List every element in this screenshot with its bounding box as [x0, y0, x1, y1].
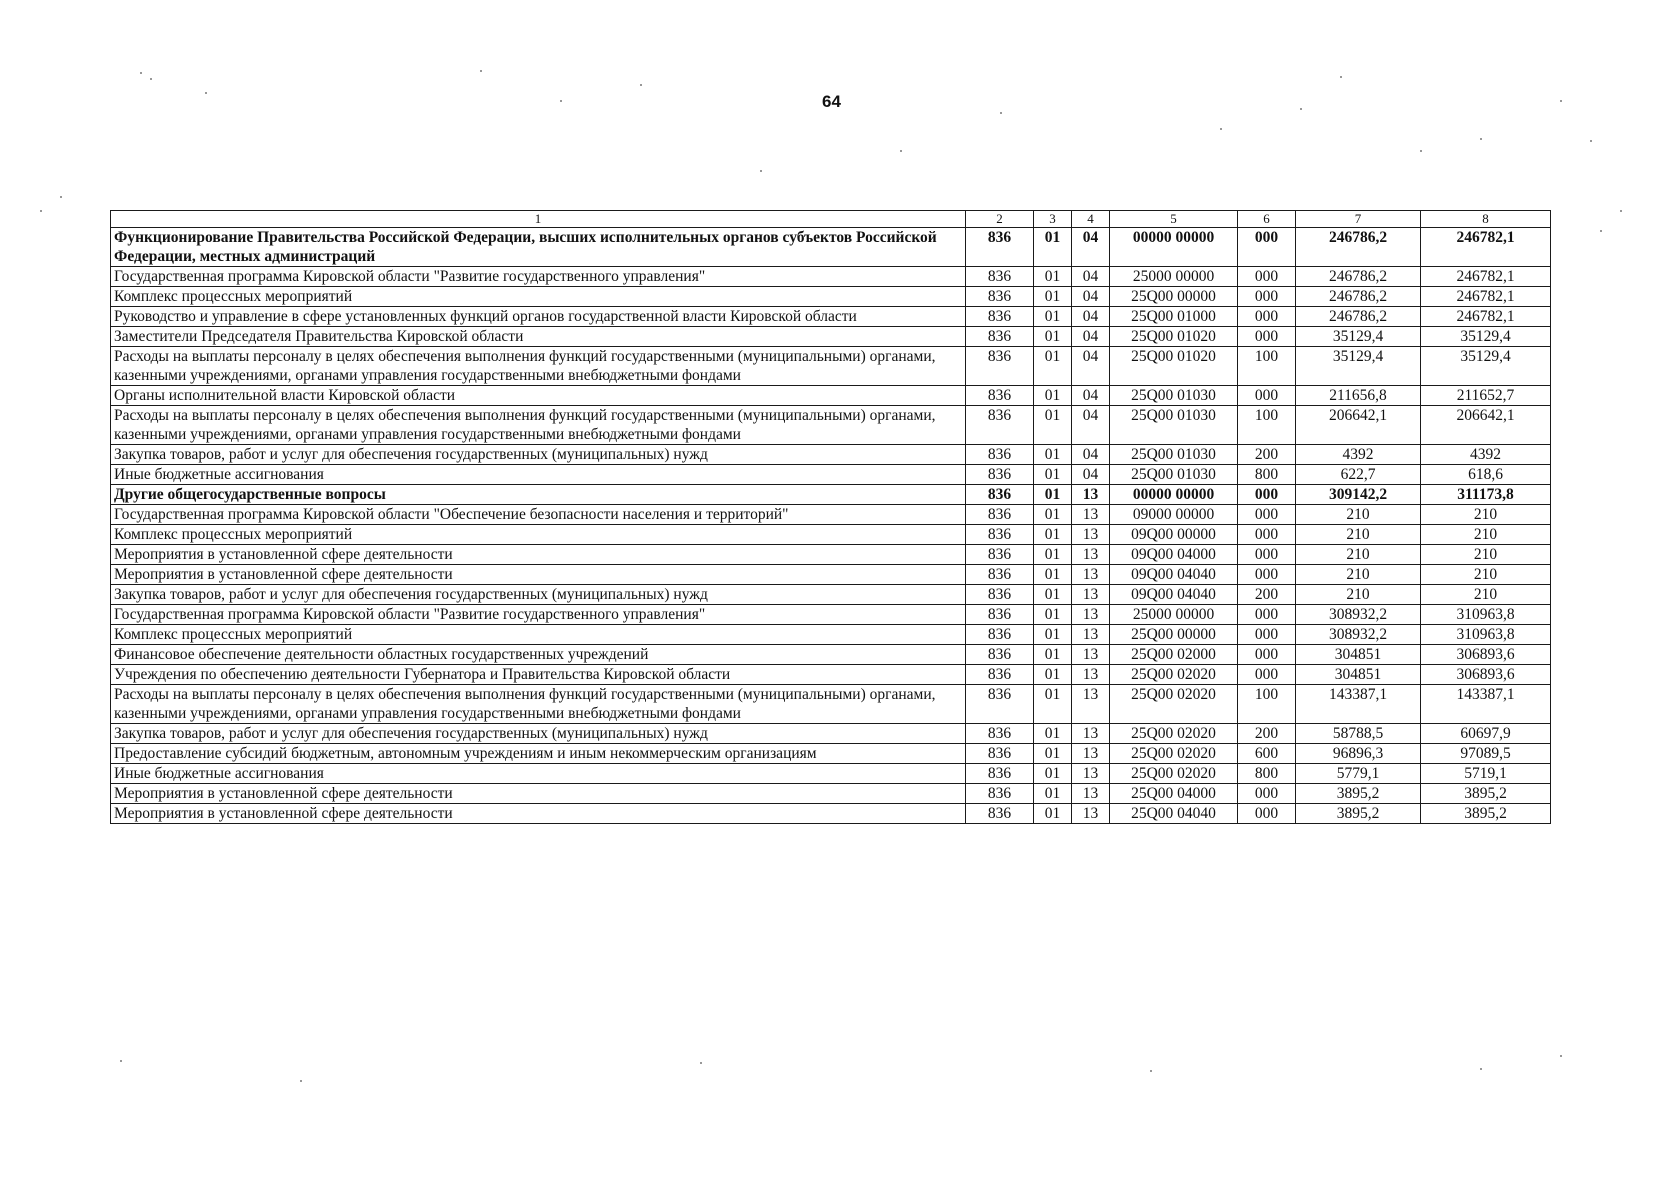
gr-code-cell: 836	[966, 465, 1034, 485]
expense-type-cell: 000	[1238, 525, 1296, 545]
expense-type-cell: 000	[1238, 804, 1296, 824]
header-col-3: 3	[1034, 211, 1072, 228]
amount-col8-cell: 310963,8	[1421, 625, 1551, 645]
target-article-cell: 09Q00 04040	[1110, 565, 1238, 585]
scan-speck	[640, 84, 642, 86]
table-row	[111, 764, 1551, 784]
budget-table	[110, 210, 1551, 824]
amount-col7-cell: 246786,2	[1296, 228, 1421, 267]
expense-type-cell: 000	[1238, 267, 1296, 287]
gr-code-cell: 836	[966, 804, 1034, 824]
section-cell: 01	[1034, 585, 1072, 605]
row-name-cell: Иные бюджетные ассигнования	[111, 465, 966, 485]
subsection-cell: 04	[1072, 406, 1110, 445]
expense-type-cell: 000	[1238, 565, 1296, 585]
amount-col7-cell: 5779,1	[1296, 764, 1421, 784]
amount-col8-cell: 210	[1421, 565, 1551, 585]
scan-speck	[40, 210, 42, 212]
amount-col8-cell: 618,6	[1421, 465, 1551, 485]
row-name-cell: Закупка товаров, работ и услуг для обеспечения государственных (муниципальных) нужд	[111, 585, 966, 605]
expense-type-cell: 000	[1238, 605, 1296, 625]
section-cell: 01	[1034, 784, 1072, 804]
target-article-cell: 25Q00 01030	[1110, 445, 1238, 465]
amount-col7-cell: 622,7	[1296, 465, 1421, 485]
table-row	[111, 724, 1551, 744]
amount-col8-cell: 246782,1	[1421, 307, 1551, 327]
scan-speck	[1480, 1068, 1482, 1070]
table-row	[111, 228, 1551, 267]
row-name-cell: Учреждения по обеспечению деятельности Губернатора и Правительства Кировской области	[111, 665, 966, 685]
target-article-cell: 09Q00 04000	[1110, 545, 1238, 565]
table-row	[111, 485, 1551, 505]
row-name-cell: Закупка товаров, работ и услуг для обеспечения государственных (муниципальных) нужд	[111, 724, 966, 744]
page-number: 64	[822, 92, 841, 111]
amount-col7-cell: 210	[1296, 585, 1421, 605]
target-article-cell: 25Q00 01000	[1110, 307, 1238, 327]
scan-speck	[1600, 230, 1602, 232]
gr-code-cell: 836	[966, 485, 1034, 505]
table-header-row	[111, 211, 1551, 228]
gr-code-cell: 836	[966, 307, 1034, 327]
expense-type-cell: 000	[1238, 287, 1296, 307]
subsection-cell: 13	[1072, 525, 1110, 545]
amount-col8-cell: 5719,1	[1421, 764, 1551, 784]
scan-speck	[300, 1080, 302, 1082]
subsection-cell: 13	[1072, 784, 1110, 804]
subsection-cell: 13	[1072, 645, 1110, 665]
amount-col8-cell: 4392	[1421, 445, 1551, 465]
section-cell: 01	[1034, 545, 1072, 565]
amount-col7-cell: 246786,2	[1296, 287, 1421, 307]
expense-type-cell: 200	[1238, 585, 1296, 605]
amount-col7-cell: 246786,2	[1296, 267, 1421, 287]
scan-speck	[120, 1060, 122, 1062]
gr-code-cell: 836	[966, 228, 1034, 267]
target-article-cell: 09000 00000	[1110, 505, 1238, 525]
section-cell: 01	[1034, 525, 1072, 545]
section-cell: 01	[1034, 327, 1072, 347]
scan-speck	[560, 100, 562, 102]
row-name-cell: Заместители Председателя Правительства Кировской области	[111, 327, 966, 347]
gr-code-cell: 836	[966, 525, 1034, 545]
expense-type-cell: 100	[1238, 347, 1296, 386]
amount-col7-cell: 211656,8	[1296, 386, 1421, 406]
expense-type-cell: 000	[1238, 505, 1296, 525]
scan-speck	[1590, 140, 1592, 142]
gr-code-cell: 836	[966, 406, 1034, 445]
section-cell: 01	[1034, 665, 1072, 685]
header-col-4: 4	[1072, 211, 1110, 228]
scan-speck	[1300, 108, 1302, 110]
expense-type-cell: 000	[1238, 625, 1296, 645]
amount-col7-cell: 4392	[1296, 445, 1421, 465]
amount-col8-cell: 3895,2	[1421, 784, 1551, 804]
gr-code-cell: 836	[966, 784, 1034, 804]
table-row	[111, 525, 1551, 545]
target-article-cell: 25Q00 01030	[1110, 406, 1238, 445]
target-article-cell: 25Q00 00000	[1110, 625, 1238, 645]
table-row	[111, 445, 1551, 465]
scan-speck	[1150, 1070, 1152, 1072]
target-article-cell: 25Q00 01030	[1110, 465, 1238, 485]
amount-col7-cell: 308932,2	[1296, 625, 1421, 645]
amount-col8-cell: 210	[1421, 505, 1551, 525]
expense-type-cell: 100	[1238, 685, 1296, 724]
header-col-8: 8	[1421, 211, 1551, 228]
scan-speck	[1560, 100, 1562, 102]
amount-col8-cell: 310963,8	[1421, 605, 1551, 625]
table-row	[111, 645, 1551, 665]
table-row	[111, 465, 1551, 485]
expense-type-cell: 000	[1238, 545, 1296, 565]
subsection-cell: 13	[1072, 804, 1110, 824]
row-name-cell: Комплекс процессных мероприятий	[111, 525, 966, 545]
subsection-cell: 13	[1072, 665, 1110, 685]
target-article-cell: 25Q00 04040	[1110, 804, 1238, 824]
section-cell: 01	[1034, 267, 1072, 287]
expense-type-cell: 000	[1238, 665, 1296, 685]
table-row	[111, 665, 1551, 685]
amount-col8-cell: 246782,1	[1421, 228, 1551, 267]
amount-col7-cell: 143387,1	[1296, 685, 1421, 724]
table-row	[111, 605, 1551, 625]
table-row	[111, 287, 1551, 307]
amount-col7-cell: 58788,5	[1296, 724, 1421, 744]
table-row	[111, 386, 1551, 406]
amount-col8-cell: 210	[1421, 545, 1551, 565]
table-row	[111, 565, 1551, 585]
amount-col8-cell: 35129,4	[1421, 347, 1551, 386]
amount-col7-cell: 304851	[1296, 665, 1421, 685]
section-cell: 01	[1034, 605, 1072, 625]
gr-code-cell: 836	[966, 327, 1034, 347]
target-article-cell: 25Q00 01020	[1110, 327, 1238, 347]
subsection-cell: 13	[1072, 764, 1110, 784]
gr-code-cell: 836	[966, 724, 1034, 744]
section-cell: 01	[1034, 685, 1072, 724]
amount-col7-cell: 309142,2	[1296, 485, 1421, 505]
table-row	[111, 267, 1551, 287]
row-name-cell: Закупка товаров, работ и услуг для обеспечения государственных (муниципальных) нужд	[111, 445, 966, 465]
expense-type-cell: 200	[1238, 445, 1296, 465]
amount-col8-cell: 206642,1	[1421, 406, 1551, 445]
scan-speck	[900, 150, 902, 152]
subsection-cell: 04	[1072, 386, 1110, 406]
row-name-cell: Мероприятия в установленной сфере деятельности	[111, 784, 966, 804]
target-article-cell: 00000 00000	[1110, 228, 1238, 267]
gr-code-cell: 836	[966, 545, 1034, 565]
subsection-cell: 13	[1072, 685, 1110, 724]
table-body	[111, 228, 1551, 824]
target-article-cell: 25Q00 02000	[1110, 645, 1238, 665]
subsection-cell: 13	[1072, 625, 1110, 645]
subsection-cell: 04	[1072, 267, 1110, 287]
target-article-cell: 25Q00 02020	[1110, 685, 1238, 724]
amount-col8-cell: 60697,9	[1421, 724, 1551, 744]
expense-type-cell: 000	[1238, 327, 1296, 347]
subsection-cell: 04	[1072, 228, 1110, 267]
section-cell: 01	[1034, 645, 1072, 665]
scan-speck	[140, 72, 142, 74]
amount-col7-cell: 210	[1296, 565, 1421, 585]
target-article-cell: 09Q00 04040	[1110, 585, 1238, 605]
row-name-cell: Мероприятия в установленной сфере деятельности	[111, 545, 966, 565]
target-article-cell: 25Q00 02020	[1110, 744, 1238, 764]
subsection-cell: 13	[1072, 505, 1110, 525]
target-article-cell: 25Q00 02020	[1110, 665, 1238, 685]
table-row	[111, 347, 1551, 386]
gr-code-cell: 836	[966, 287, 1034, 307]
amount-col7-cell: 246786,2	[1296, 307, 1421, 327]
scan-speck	[1480, 138, 1482, 140]
section-cell: 01	[1034, 485, 1072, 505]
target-article-cell: 25Q00 01020	[1110, 347, 1238, 386]
section-cell: 01	[1034, 406, 1072, 445]
header-col-7: 7	[1296, 211, 1421, 228]
target-article-cell: 00000 00000	[1110, 485, 1238, 505]
gr-code-cell: 836	[966, 645, 1034, 665]
table-row	[111, 625, 1551, 645]
amount-col8-cell: 97089,5	[1421, 744, 1551, 764]
table-row	[111, 585, 1551, 605]
scan-speck	[1000, 112, 1002, 114]
expense-type-cell: 000	[1238, 485, 1296, 505]
table-row	[111, 327, 1551, 347]
target-article-cell: 25000 00000	[1110, 605, 1238, 625]
expense-type-cell: 200	[1238, 724, 1296, 744]
expense-type-cell: 000	[1238, 307, 1296, 327]
target-article-cell: 25Q00 02020	[1110, 764, 1238, 784]
section-cell: 01	[1034, 744, 1072, 764]
amount-col8-cell: 210	[1421, 585, 1551, 605]
expense-type-cell: 800	[1238, 764, 1296, 784]
row-name-cell: Государственная программа Кировской области "Развитие государственного управления"	[111, 605, 966, 625]
row-name-cell: Финансовое обеспечение деятельности областных государственных учреждений	[111, 645, 966, 665]
amount-col8-cell: 306893,6	[1421, 665, 1551, 685]
amount-col8-cell: 246782,1	[1421, 287, 1551, 307]
amount-col7-cell: 3895,2	[1296, 804, 1421, 824]
header-col-2: 2	[966, 211, 1034, 228]
amount-col7-cell: 35129,4	[1296, 347, 1421, 386]
target-article-cell: 25Q00 02020	[1110, 724, 1238, 744]
subsection-cell: 04	[1072, 465, 1110, 485]
gr-code-cell: 836	[966, 605, 1034, 625]
subsection-cell: 13	[1072, 565, 1110, 585]
row-name-cell: Комплекс процессных мероприятий	[111, 625, 966, 645]
scan-speck	[480, 70, 482, 72]
gr-code-cell: 836	[966, 685, 1034, 724]
row-name-cell: Расходы на выплаты персоналу в целях обеспечения выполнения функций государственными (муниципальными) органами, казенными учреждениями, органами управления государственными внебюджетными фондами	[111, 406, 966, 445]
amount-col7-cell: 210	[1296, 525, 1421, 545]
target-article-cell: 25000 00000	[1110, 267, 1238, 287]
expense-type-cell: 800	[1238, 465, 1296, 485]
amount-col7-cell: 210	[1296, 505, 1421, 525]
gr-code-cell: 836	[966, 764, 1034, 784]
section-cell: 01	[1034, 565, 1072, 585]
table-row	[111, 804, 1551, 824]
row-name-cell: Руководство и управление в сфере установленных функций органов государственной власти Кировской области	[111, 307, 966, 327]
target-article-cell: 25Q00 00000	[1110, 287, 1238, 307]
gr-code-cell: 836	[966, 625, 1034, 645]
table-row	[111, 685, 1551, 724]
row-name-cell: Комплекс процессных мероприятий	[111, 287, 966, 307]
scan-speck	[700, 1062, 702, 1064]
amount-col8-cell: 211652,7	[1421, 386, 1551, 406]
scan-speck	[205, 92, 207, 94]
section-cell: 01	[1034, 465, 1072, 485]
amount-col8-cell: 311173,8	[1421, 485, 1551, 505]
subsection-cell: 13	[1072, 485, 1110, 505]
scan-speck	[150, 78, 152, 80]
amount-col7-cell: 210	[1296, 545, 1421, 565]
table-row	[111, 505, 1551, 525]
gr-code-cell: 836	[966, 267, 1034, 287]
expense-type-cell: 000	[1238, 645, 1296, 665]
section-cell: 01	[1034, 287, 1072, 307]
amount-col8-cell: 246782,1	[1421, 267, 1551, 287]
scan-speck	[60, 196, 62, 198]
row-name-cell: Другие общегосударственные вопросы	[111, 485, 966, 505]
header-col-5: 5	[1110, 211, 1238, 228]
expense-type-cell: 600	[1238, 744, 1296, 764]
amount-col7-cell: 304851	[1296, 645, 1421, 665]
scan-speck	[1620, 210, 1622, 212]
table-row	[111, 545, 1551, 565]
row-name-cell: Государственная программа Кировской области "Развитие государственного управления"	[111, 267, 966, 287]
gr-code-cell: 836	[966, 744, 1034, 764]
table-row	[111, 784, 1551, 804]
subsection-cell: 04	[1072, 327, 1110, 347]
subsection-cell: 04	[1072, 445, 1110, 465]
amount-col7-cell: 35129,4	[1296, 327, 1421, 347]
section-cell: 01	[1034, 347, 1072, 386]
row-name-cell: Органы исполнительной власти Кировской области	[111, 386, 966, 406]
subsection-cell: 13	[1072, 724, 1110, 744]
row-name-cell: Мероприятия в установленной сфере деятельности	[111, 565, 966, 585]
amount-col8-cell: 3895,2	[1421, 804, 1551, 824]
amount-col8-cell: 306893,6	[1421, 645, 1551, 665]
subsection-cell: 13	[1072, 605, 1110, 625]
gr-code-cell: 836	[966, 347, 1034, 386]
scan-speck	[1340, 76, 1342, 78]
amount-col7-cell: 3895,2	[1296, 784, 1421, 804]
target-article-cell: 09Q00 00000	[1110, 525, 1238, 545]
scan-speck	[1560, 1055, 1562, 1057]
expense-type-cell: 000	[1238, 228, 1296, 267]
scan-speck	[760, 170, 762, 172]
header-col-6: 6	[1238, 211, 1296, 228]
subsection-cell: 04	[1072, 347, 1110, 386]
amount-col8-cell: 210	[1421, 525, 1551, 545]
row-name-cell: Иные бюджетные ассигнования	[111, 764, 966, 784]
section-cell: 01	[1034, 307, 1072, 327]
expense-type-cell: 000	[1238, 784, 1296, 804]
target-article-cell: 25Q00 01030	[1110, 386, 1238, 406]
amount-col7-cell: 206642,1	[1296, 406, 1421, 445]
table-row	[111, 406, 1551, 445]
row-name-cell: Предоставление субсидий бюджетным, автономным учреждениям и иным некоммерческим организациям	[111, 744, 966, 764]
scan-speck	[1220, 128, 1222, 130]
gr-code-cell: 836	[966, 565, 1034, 585]
row-name-cell: Функционирование Правительства Российской Федерации, высших исполнительных органов субъектов Российской Федерации, местных администраций	[111, 228, 966, 267]
table-row	[111, 744, 1551, 764]
section-cell: 01	[1034, 724, 1072, 744]
row-name-cell: Расходы на выплаты персоналу в целях обеспечения выполнения функций государственными (муниципальными) органами, казенными учреждениями, органами управления государственными внебюджетными фондами	[111, 685, 966, 724]
expense-type-cell: 100	[1238, 406, 1296, 445]
header-col-1: 1	[111, 211, 966, 228]
amount-col7-cell: 308932,2	[1296, 605, 1421, 625]
target-article-cell: 25Q00 04000	[1110, 784, 1238, 804]
gr-code-cell: 836	[966, 505, 1034, 525]
expense-type-cell: 000	[1238, 386, 1296, 406]
section-cell: 01	[1034, 386, 1072, 406]
gr-code-cell: 836	[966, 585, 1034, 605]
subsection-cell: 13	[1072, 744, 1110, 764]
subsection-cell: 13	[1072, 545, 1110, 565]
amount-col8-cell: 35129,4	[1421, 327, 1551, 347]
table-row	[111, 307, 1551, 327]
subsection-cell: 13	[1072, 585, 1110, 605]
section-cell: 01	[1034, 764, 1072, 784]
amount-col7-cell: 96896,3	[1296, 744, 1421, 764]
scan-speck	[1420, 150, 1422, 152]
amount-col8-cell: 143387,1	[1421, 685, 1551, 724]
row-name-cell: Мероприятия в установленной сфере деятельности	[111, 804, 966, 824]
section-cell: 01	[1034, 625, 1072, 645]
row-name-cell: Государственная программа Кировской области "Обеспечение безопасности населения и территорий"	[111, 505, 966, 525]
section-cell: 01	[1034, 445, 1072, 465]
section-cell: 01	[1034, 505, 1072, 525]
section-cell: 01	[1034, 228, 1072, 267]
subsection-cell: 04	[1072, 287, 1110, 307]
row-name-cell: Расходы на выплаты персоналу в целях обеспечения выполнения функций государственными (муниципальными) органами, казенными учреждениями, органами управления государственными внебюджетными фондами	[111, 347, 966, 386]
section-cell: 01	[1034, 804, 1072, 824]
gr-code-cell: 836	[966, 445, 1034, 465]
gr-code-cell: 836	[966, 665, 1034, 685]
gr-code-cell: 836	[966, 386, 1034, 406]
subsection-cell: 04	[1072, 307, 1110, 327]
